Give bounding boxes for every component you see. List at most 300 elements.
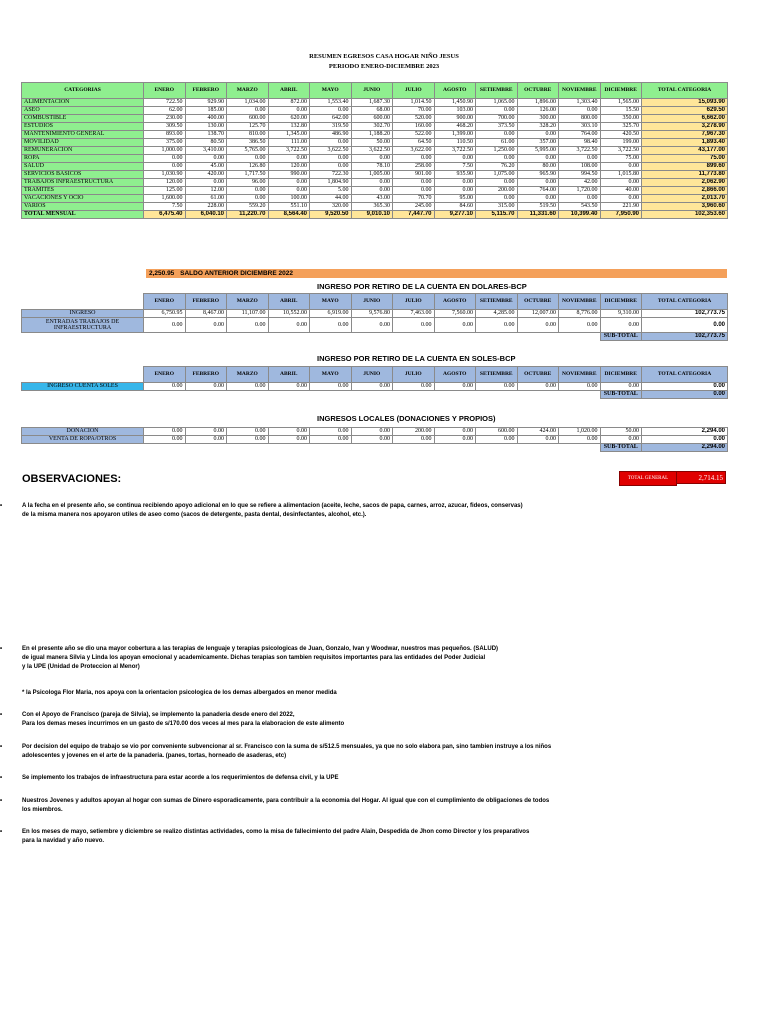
observaciones-title: OBSERVACIONES: xyxy=(22,473,122,485)
observation-line: los miembros. xyxy=(22,807,63,813)
cell-value: 1,600.00 xyxy=(144,195,186,203)
cell-value: 96.00 xyxy=(227,179,269,187)
empty-cell xyxy=(144,333,186,341)
empty-cell xyxy=(351,391,393,399)
cell-value: 0.00 xyxy=(268,383,310,391)
category-total: 3,278.90 xyxy=(642,123,728,131)
table-row xyxy=(22,147,728,155)
cell-value: 0.00 xyxy=(434,436,476,444)
cell-value: 420.50 xyxy=(600,131,642,139)
cell-value: 0.00 xyxy=(434,155,476,163)
table-row xyxy=(22,131,728,139)
table-row xyxy=(22,171,728,179)
observation-line: adolescentes y jovenes en el arte de la panaderia. (panes, tortas, horneado de asaderas, etc) xyxy=(22,753,287,759)
cell-value: 0.00 xyxy=(227,436,269,444)
cell-value: 0.00 xyxy=(144,428,186,436)
cell-value: 61.00 xyxy=(476,139,518,147)
empty-cell xyxy=(185,333,227,341)
total-row xyxy=(22,211,728,219)
cell-value: 80.50 xyxy=(185,139,227,147)
row-total: 0.00 xyxy=(642,436,728,444)
cell-value: 0.00 xyxy=(476,131,518,139)
cell-value: 125.00 xyxy=(144,187,186,195)
usd-section-title: INGRESO POR RETIRO DE LA CUENTA EN DOLARES-BCP xyxy=(317,282,527,291)
cell-value: 111.00 xyxy=(268,139,310,147)
cell-value: 0.00 xyxy=(434,318,476,333)
cell-value: 0.00 xyxy=(434,187,476,195)
cell-value: 0.00 xyxy=(268,318,310,333)
empty-cell xyxy=(310,444,352,452)
cell-value: 8,467.00 xyxy=(185,310,227,318)
category-total: 2,062.90 xyxy=(642,179,728,187)
cell-value: 125.70 xyxy=(227,123,269,131)
cell-value: 420.00 xyxy=(185,171,227,179)
category-name: ESTUDIOS xyxy=(22,123,144,131)
cell-value: 0.00 xyxy=(227,428,269,436)
cell-value: 12.00 xyxy=(185,187,227,195)
cell-value: 600.00 xyxy=(351,115,393,123)
cell-value: 1,399.00 xyxy=(434,131,476,139)
cell-value: 0.00 xyxy=(393,383,435,391)
cell-value: 0.00 xyxy=(227,187,269,195)
table-row xyxy=(22,310,728,318)
cell-value: 302.70 xyxy=(351,123,393,131)
cell-value: 0.00 xyxy=(144,318,186,333)
cell-value: 0.00 xyxy=(310,436,352,444)
cell-value: 373.50 xyxy=(476,123,518,131)
category-total: 43,177.00 xyxy=(642,147,728,155)
cell-value: 559.20 xyxy=(227,203,269,211)
cell-value: 76.20 xyxy=(476,163,518,171)
table-row xyxy=(22,195,728,203)
cell-value: 764.00 xyxy=(517,187,559,195)
empty-cell xyxy=(559,391,601,399)
cell-value: 0.00 xyxy=(144,163,186,171)
cell-value: 5,995.00 xyxy=(517,147,559,155)
cell-value: 1,450.90 xyxy=(434,99,476,107)
column-header-month: JULIO xyxy=(393,83,435,99)
cell-value: 901.00 xyxy=(393,171,435,179)
empty-cell xyxy=(517,333,559,341)
cell-value: 0.00 xyxy=(600,163,642,171)
column-header-month: ENERO xyxy=(144,367,186,383)
table-row xyxy=(22,99,728,107)
bullet-icon: • xyxy=(0,798,3,804)
column-header-month: MARZO xyxy=(227,83,269,99)
cell-value: 700.00 xyxy=(476,115,518,123)
cell-value: 0.00 xyxy=(310,155,352,163)
column-header-month: ABRIL xyxy=(268,294,310,310)
cell-value: 0.00 xyxy=(310,107,352,115)
empty-cell xyxy=(268,333,310,341)
cell-value: 1,896.00 xyxy=(517,99,559,107)
empty-cell xyxy=(559,333,601,341)
observation-item xyxy=(0,828,768,846)
cell-value: 893.00 xyxy=(144,131,186,139)
table-row xyxy=(22,203,728,211)
cell-value: 642.00 xyxy=(310,115,352,123)
cell-value: 0.00 xyxy=(185,318,227,333)
table-row xyxy=(22,107,728,115)
category-name: COMBUSTIBLE xyxy=(22,115,144,123)
empty-cell xyxy=(393,391,435,399)
cell-value: 221.90 xyxy=(600,203,642,211)
usd-income-table xyxy=(21,293,728,341)
table-row xyxy=(22,187,728,195)
cell-value: 42.00 xyxy=(559,179,601,187)
cell-value: 61.00 xyxy=(185,195,227,203)
cell-value: 0.00 xyxy=(517,195,559,203)
report-title: RESUMEN EGRESOS CASA HOGAR NIÑO JESUS xyxy=(309,53,459,60)
cell-value: 0.00 xyxy=(185,155,227,163)
cell-value: 9,310.00 xyxy=(600,310,642,318)
cell-value: 103.00 xyxy=(434,107,476,115)
cell-value: 600.00 xyxy=(476,428,518,436)
cell-value: 0.00 xyxy=(185,436,227,444)
cell-value: 258.00 xyxy=(393,163,435,171)
income-row-label: ENTRADAS TRABAJOS DE INFRAESTRUCTURA xyxy=(22,318,144,333)
empty-cell xyxy=(144,444,186,452)
cell-value: 0.00 xyxy=(393,179,435,187)
cell-value: 520.00 xyxy=(393,115,435,123)
cell-value: 228.00 xyxy=(185,203,227,211)
cell-value: 98.40 xyxy=(559,139,601,147)
cell-value: 0.00 xyxy=(517,383,559,391)
table-row xyxy=(22,139,728,147)
empty-cell xyxy=(351,444,393,452)
local-section-title: INGRESOS LOCALES (DONACIONES Y PROPIOS) xyxy=(317,414,496,423)
observation-line: En el presente año se dio una mayor cobertura a las terapias de lenguaje y terapias psicologicas de Juan, Gonzalo, Ivan y Woodwar, nuestros mas pequeños. (SALUD) xyxy=(22,646,499,652)
cell-value: 70.00 xyxy=(393,107,435,115)
empty-cell xyxy=(434,391,476,399)
cell-value: 0.00 xyxy=(559,436,601,444)
column-header-month: ENERO xyxy=(144,83,186,99)
monthly-total: 10,399.40 xyxy=(559,211,601,219)
empty-cell xyxy=(476,333,518,341)
category-name: ROPA xyxy=(22,155,144,163)
row-total: 0.00 xyxy=(642,383,728,391)
column-header-month: OCTUBRE xyxy=(517,294,559,310)
cell-value: 620.00 xyxy=(268,115,310,123)
empty-cell xyxy=(268,444,310,452)
cell-value: 3,622.00 xyxy=(393,147,435,155)
cell-value: 0.00 xyxy=(268,107,310,115)
cell-value: 0.00 xyxy=(144,436,186,444)
subtotal-value: 102,773.75 xyxy=(642,333,728,341)
income-row-label: INGRESO xyxy=(22,310,144,318)
cell-value: 45.00 xyxy=(185,163,227,171)
cell-value: 400.00 xyxy=(185,115,227,123)
cell-value: 1,188.20 xyxy=(351,131,393,139)
cell-value: 0.00 xyxy=(310,318,352,333)
cell-value: 1,250.00 xyxy=(476,147,518,155)
observation-line: Para los demas meses incurrimos en un gasto de s/170.00 dos veces al mes para la elaboracion de este alimento xyxy=(22,721,345,727)
cell-value: 0.00 xyxy=(268,436,310,444)
cell-value: 0.00 xyxy=(185,428,227,436)
column-header-month: DICIEMBRE xyxy=(600,294,642,310)
subtotal-row xyxy=(22,333,728,341)
cell-value: 1,065.00 xyxy=(476,99,518,107)
cell-value: 100.00 xyxy=(268,195,310,203)
empty-cell xyxy=(476,391,518,399)
cell-value: 722.30 xyxy=(310,171,352,179)
cell-value: 320.00 xyxy=(310,203,352,211)
category-name: MANTENIMIENTO GENERAL xyxy=(22,131,144,139)
cell-value: 0.00 xyxy=(310,139,352,147)
category-name: REMUNERACION xyxy=(22,147,144,155)
grand-total: 102,353.60 xyxy=(642,211,728,219)
saldo-label: SALDO ANTERIOR DICIEMBRE 2022 xyxy=(180,270,293,277)
cell-value: 126.80 xyxy=(227,163,269,171)
empty-cell xyxy=(517,444,559,452)
category-total: 15,093.90 xyxy=(642,99,728,107)
bullet-icon: • xyxy=(0,744,3,750)
cell-value: 5.00 xyxy=(310,187,352,195)
total-general-value: 2,714.15 xyxy=(676,471,726,484)
pen-income-table xyxy=(21,366,728,399)
cell-value: 0.00 xyxy=(476,107,518,115)
cell-value: 11,107.00 xyxy=(227,310,269,318)
cell-value: 764.00 xyxy=(559,131,601,139)
cell-value: 929.90 xyxy=(185,99,227,107)
saldo-anterior-bar xyxy=(146,269,727,278)
subtotal-label: SUB-TOTAL xyxy=(600,444,642,452)
cell-value: 0.00 xyxy=(600,436,642,444)
cell-value: 12,007.00 xyxy=(517,310,559,318)
cell-value: 0.00 xyxy=(310,163,352,171)
cell-value: 130.00 xyxy=(185,123,227,131)
cell-value: 75.00 xyxy=(600,155,642,163)
column-header-month: MARZO xyxy=(227,294,269,310)
cell-value: 44.00 xyxy=(310,195,352,203)
report-period: PERIODO ENERO-DICIEMBRE 2023 xyxy=(328,63,440,70)
cell-value: 1,020.00 xyxy=(559,428,601,436)
category-name: MOVILIDAD xyxy=(22,139,144,147)
cell-value: 0.00 xyxy=(476,179,518,187)
cell-value: 365.30 xyxy=(351,203,393,211)
column-header-category xyxy=(22,294,144,310)
column-header-month: JUNIO xyxy=(351,367,393,383)
cell-value: 0.00 xyxy=(351,155,393,163)
column-header-month: MAYO xyxy=(310,294,352,310)
bullet-icon: • xyxy=(0,775,3,781)
cell-value: 3,622.50 xyxy=(310,147,352,155)
cell-value: 551.10 xyxy=(268,203,310,211)
row-total: 2,294.00 xyxy=(642,428,728,436)
cell-value: 1,565.00 xyxy=(600,99,642,107)
cell-value: 0.00 xyxy=(393,436,435,444)
cell-value: 0.00 xyxy=(517,155,559,163)
empty-cell xyxy=(185,391,227,399)
column-header-month: FEBRERO xyxy=(185,83,227,99)
cell-value: 3,722.50 xyxy=(434,147,476,155)
column-header-month: AGOSTO xyxy=(434,83,476,99)
cell-value: 0.00 xyxy=(144,383,186,391)
cell-value: 3,410.00 xyxy=(185,147,227,155)
monthly-total: 6,475.40 xyxy=(144,211,186,219)
cell-value: 62.00 xyxy=(144,107,186,115)
cell-value: 0.00 xyxy=(434,383,476,391)
empty-cell xyxy=(393,444,435,452)
category-total: 1,893.40 xyxy=(642,139,728,147)
bullet-icon: • xyxy=(0,646,3,652)
cell-value: 0.00 xyxy=(600,195,642,203)
monthly-total: 7,447.70 xyxy=(393,211,435,219)
table-row xyxy=(22,179,728,187)
monthly-total: 11,331.60 xyxy=(517,211,559,219)
cell-value: 1,717.50 xyxy=(227,171,269,179)
empty-cell xyxy=(144,391,186,399)
category-name: TRABAJOS INFRAESTRUCTURA xyxy=(22,179,144,187)
category-total: 6,662.00 xyxy=(642,115,728,123)
cell-value: 8,776.00 xyxy=(559,310,601,318)
cell-value: 0.00 xyxy=(517,131,559,139)
income-row-label: INGRESO CUENTA SOLES xyxy=(22,383,144,391)
column-header-month: DICIEMBRE xyxy=(600,367,642,383)
cell-value: 95.00 xyxy=(434,195,476,203)
empty-cell xyxy=(22,391,144,399)
category-total: 2,866.00 xyxy=(642,187,728,195)
cell-value: 199.00 xyxy=(600,139,642,147)
expenses-table xyxy=(21,82,728,219)
table-row xyxy=(22,428,728,436)
cell-value: 1,000.00 xyxy=(144,147,186,155)
cell-value: 1,075.00 xyxy=(476,171,518,179)
cell-value: 800.00 xyxy=(559,115,601,123)
cell-value: 0.00 xyxy=(351,428,393,436)
cell-value: 120.00 xyxy=(268,163,310,171)
cell-value: 0.00 xyxy=(434,179,476,187)
cell-value: 10,552.00 xyxy=(268,310,310,318)
cell-value: 200.00 xyxy=(393,428,435,436)
column-header-category: CATEGORIAS xyxy=(22,83,144,99)
observation-item xyxy=(0,774,768,783)
column-header-month: JUNIO xyxy=(351,83,393,99)
cell-value: 0.00 xyxy=(559,318,601,333)
cell-value: 357.00 xyxy=(517,139,559,147)
empty-cell xyxy=(22,333,144,341)
cell-value: 0.00 xyxy=(185,383,227,391)
cell-value: 84.60 xyxy=(434,203,476,211)
observation-line: Se implemento los trabajos de infraestructura para estar acorde a los requerimientos de defensa civil, y la UPE xyxy=(22,775,339,781)
observation-line: Con el Apoyo de Francisco (pareja de Silvia), se implemento la panaderia desde enero del 2022, xyxy=(22,712,295,718)
column-header-month: JULIO xyxy=(393,367,435,383)
cell-value: 110.50 xyxy=(434,139,476,147)
monthly-total: 6,040.10 xyxy=(185,211,227,219)
table-row xyxy=(22,115,728,123)
cell-value: 0.00 xyxy=(268,155,310,163)
category-total: 899.60 xyxy=(642,163,728,171)
cell-value: 40.00 xyxy=(600,187,642,195)
cell-value: 0.00 xyxy=(517,436,559,444)
subtotal-row xyxy=(22,391,728,399)
column-header-month: JUNIO xyxy=(351,294,393,310)
cell-value: 0.00 xyxy=(310,428,352,436)
cell-value: 0.00 xyxy=(476,318,518,333)
cell-value: 319.50 xyxy=(310,123,352,131)
empty-cell xyxy=(434,333,476,341)
cell-value: 43.00 xyxy=(351,195,393,203)
cell-value: 15.50 xyxy=(600,107,642,115)
cell-value: 0.00 xyxy=(393,187,435,195)
empty-cell xyxy=(351,333,393,341)
cell-value: 522.00 xyxy=(393,131,435,139)
cell-value: 0.00 xyxy=(227,155,269,163)
cell-value: 965.90 xyxy=(517,171,559,179)
column-header-month: MARZO xyxy=(227,367,269,383)
total-row-label: TOTAL MENSUAL xyxy=(22,211,144,219)
cell-value: 486.90 xyxy=(310,131,352,139)
empty-cell xyxy=(227,391,269,399)
cell-value: 0.00 xyxy=(393,155,435,163)
cell-value: 0.00 xyxy=(600,179,642,187)
cell-value: 185.00 xyxy=(185,107,227,115)
cell-value: 1,345.00 xyxy=(268,131,310,139)
bullet-icon: • xyxy=(0,503,3,509)
cell-value: 325.70 xyxy=(600,123,642,131)
category-name: SERVICIOS BASICOS xyxy=(22,171,144,179)
cell-value: 0.00 xyxy=(559,195,601,203)
pen-section-title: INGRESO POR RETIRO DE LA CUENTA EN SOLES-BCP xyxy=(317,354,516,363)
cell-value: 1,303.40 xyxy=(559,99,601,107)
observation-line: A la fecha en el presente año, se continua recibiendo apoyo adicional en lo que se refiere a alimentacion (aceite, leche, sacos de papa, carnes, arroz, azucar, fideos, conservas) xyxy=(22,503,523,509)
column-header-month: SETIEMBRE xyxy=(476,367,518,383)
cell-value: 600.00 xyxy=(227,115,269,123)
cell-value: 1,804.90 xyxy=(310,179,352,187)
cell-value: 0.00 xyxy=(517,318,559,333)
cell-value: 138.70 xyxy=(185,131,227,139)
cell-value: 160.00 xyxy=(393,123,435,131)
cell-value: 78.10 xyxy=(351,163,393,171)
cell-value: 0.00 xyxy=(227,195,269,203)
cell-value: 872.00 xyxy=(268,99,310,107)
column-header-month: NOVIEMBRE xyxy=(559,294,601,310)
cell-value: 0.00 xyxy=(268,187,310,195)
cell-value: 309.50 xyxy=(144,123,186,131)
cell-value: 200.00 xyxy=(476,187,518,195)
cell-value: 50.00 xyxy=(351,139,393,147)
bullet-icon: • xyxy=(0,829,3,835)
cell-value: 9,576.80 xyxy=(351,310,393,318)
observation-line: para la navidad y año nuevo. xyxy=(22,838,105,844)
cell-value: 1,553.40 xyxy=(310,99,352,107)
category-name: ASEO xyxy=(22,107,144,115)
cell-value: 120.00 xyxy=(144,179,186,187)
cell-value: 0.00 xyxy=(559,383,601,391)
cell-value: 108.00 xyxy=(559,163,601,171)
cell-value: 722.50 xyxy=(144,99,186,107)
column-header-month: SETIEMBRE xyxy=(476,83,518,99)
empty-cell xyxy=(22,444,144,452)
subtotal-value: 0.00 xyxy=(642,391,728,399)
observation-line: de igual manera Silvia y Linda los apoyan emocional y academicamente. Dichas terapias son tambien requisitos importantes para las entidades del Poder Judicial xyxy=(22,655,486,661)
cell-value: 1,720.00 xyxy=(559,187,601,195)
cell-value: 0.00 xyxy=(268,179,310,187)
cell-value: 1,014.50 xyxy=(393,99,435,107)
cell-value: 3,722.50 xyxy=(559,147,601,155)
cell-value: 3,622.50 xyxy=(351,147,393,155)
cell-value: 6,919.00 xyxy=(310,310,352,318)
cell-value: 1,030.90 xyxy=(144,171,186,179)
column-header-month: FEBRERO xyxy=(185,367,227,383)
subtotal-label: SUB-TOTAL xyxy=(600,391,642,399)
category-name: VACACIONES Y OCIO xyxy=(22,195,144,203)
cell-value: 543.50 xyxy=(559,203,601,211)
local-income-table xyxy=(21,427,728,452)
cell-value: 50.00 xyxy=(600,428,642,436)
monthly-total: 8,564.40 xyxy=(268,211,310,219)
column-header-month: MAYO xyxy=(310,367,352,383)
